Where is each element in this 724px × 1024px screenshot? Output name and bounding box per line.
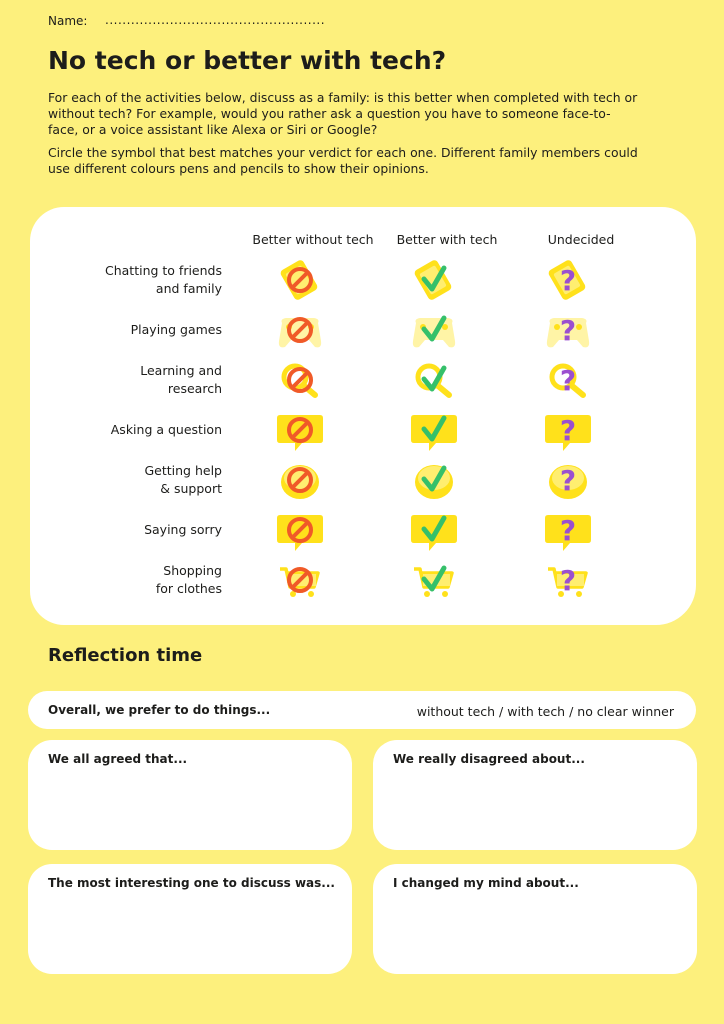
no-entry-icon [272,457,328,503]
disagreed-label: We really disagreed about... [393,752,585,766]
no-entry-icon [272,557,328,603]
svg-text:?: ? [559,514,577,547]
activity-label-line1: Learning and [140,363,222,378]
agreed-box[interactable] [28,740,352,850]
smart-speaker-no-entry-option[interactable] [272,457,328,503]
game-controller-no-entry-option[interactable] [272,307,328,353]
column-header-without-tech: Better without tech [252,232,374,247]
question-mark-icon [540,257,596,303]
svg-text:?: ? [559,464,577,497]
instructions-text: Circle the symbol that best matches your verdict for each one. Different family members could use different colours pens and pencils to show their opinions. [48,145,638,176]
name-label: Name: [48,14,88,28]
overall-preference-box[interactable] [28,691,696,729]
checkmark-icon [406,307,462,353]
checkmark-icon [406,407,462,453]
smart-speaker-checkmark-option[interactable] [406,457,462,503]
overall-preference-label: Overall, we prefer to do things... [48,703,271,717]
activity-label-line1: Playing games [130,322,222,337]
question-mark-icon [540,307,596,353]
svg-text:?: ? [559,564,577,597]
no-entry-icon [272,507,328,553]
svg-text:?: ? [559,364,577,397]
svg-text:?: ? [559,314,577,347]
game-controller-question-mark-option[interactable] [540,307,596,353]
column-header-undecided: Undecided [547,232,615,247]
agreed-label: We all agreed that... [48,752,188,766]
changed-mind-box[interactable] [373,864,697,974]
intro-text: For each of the activities below, discuss as a family: is this better when completed with tech or without tech? For example, would you rather ask a question you have to someone face-to-face, or a voice assistant like Alexa or Siri or Google? [48,90,638,137]
checkmark-icon [406,557,462,603]
activity-label-line1: Chatting to friends [104,263,222,278]
phone-question-mark-option[interactable] [540,257,596,303]
magnifier-question-mark-option[interactable] [540,357,596,403]
name-line: ................................................... [105,13,326,27]
checkmark-icon [406,457,462,503]
question-mark-icon [540,557,596,603]
most-interesting-box[interactable] [28,864,352,974]
reflection-title: Reflection time [48,645,203,666]
activity-label [52,362,222,398]
activity-label-line2: for clothes [155,581,222,596]
activity-label-line2: and family [155,281,222,296]
shopping-cart-question-mark-option[interactable] [540,557,596,603]
page-title: No tech or better with tech? [48,46,447,75]
speech-bubble-question-mark-option[interactable] [540,407,596,453]
magnifier-no-entry-option[interactable] [272,357,328,403]
activity-label [52,262,222,298]
game-controller-checkmark-option[interactable] [406,307,462,353]
question-mark-icon [540,507,596,553]
svg-text:?: ? [559,264,577,297]
activity-label-line1: Shopping [163,563,222,578]
question-mark-icon [540,357,596,403]
phone-no-entry-option[interactable] [272,257,328,303]
shopping-cart-no-entry-option[interactable] [272,557,328,603]
speech-bubble-checkmark-option[interactable] [406,507,462,553]
activity-label [52,562,222,598]
activity-label-line1: Asking a question [110,422,222,437]
no-entry-icon [272,357,328,403]
question-mark-icon [540,407,596,453]
activity-label-line1: Saying sorry [144,522,222,537]
shopping-cart-checkmark-option[interactable] [406,557,462,603]
most-interesting-label: The most interesting one to discuss was... [48,876,335,890]
svg-text:?: ? [559,414,577,447]
checkmark-icon [406,507,462,553]
checkmark-icon [406,257,462,303]
speech-bubble-checkmark-option[interactable] [406,407,462,453]
speech-bubble-no-entry-option[interactable] [272,407,328,453]
speech-bubble-no-entry-option[interactable] [272,507,328,553]
changed-mind-label: I changed my mind about... [393,876,579,890]
activity-label-line1: Getting help [144,463,222,478]
column-header-with-tech: Better with tech [396,232,498,247]
activity-label [52,462,222,498]
checkmark-icon [406,357,462,403]
question-mark-icon [540,457,596,503]
no-entry-icon [272,307,328,353]
activity-label-line2: research [167,381,222,396]
no-entry-icon [272,407,328,453]
phone-checkmark-option[interactable] [406,257,462,303]
speech-bubble-question-mark-option[interactable] [540,507,596,553]
activity-label [52,521,222,539]
no-entry-icon [272,257,328,303]
activity-label [52,421,222,439]
magnifier-checkmark-option[interactable] [406,357,462,403]
name-field[interactable] [48,13,326,28]
activity-label-line2: & support [160,481,222,496]
overall-preference-options[interactable]: without tech / with tech / no clear winner [416,704,674,719]
disagreed-box[interactable] [373,740,697,850]
smart-speaker-question-mark-option[interactable] [540,457,596,503]
activity-label [52,321,222,339]
